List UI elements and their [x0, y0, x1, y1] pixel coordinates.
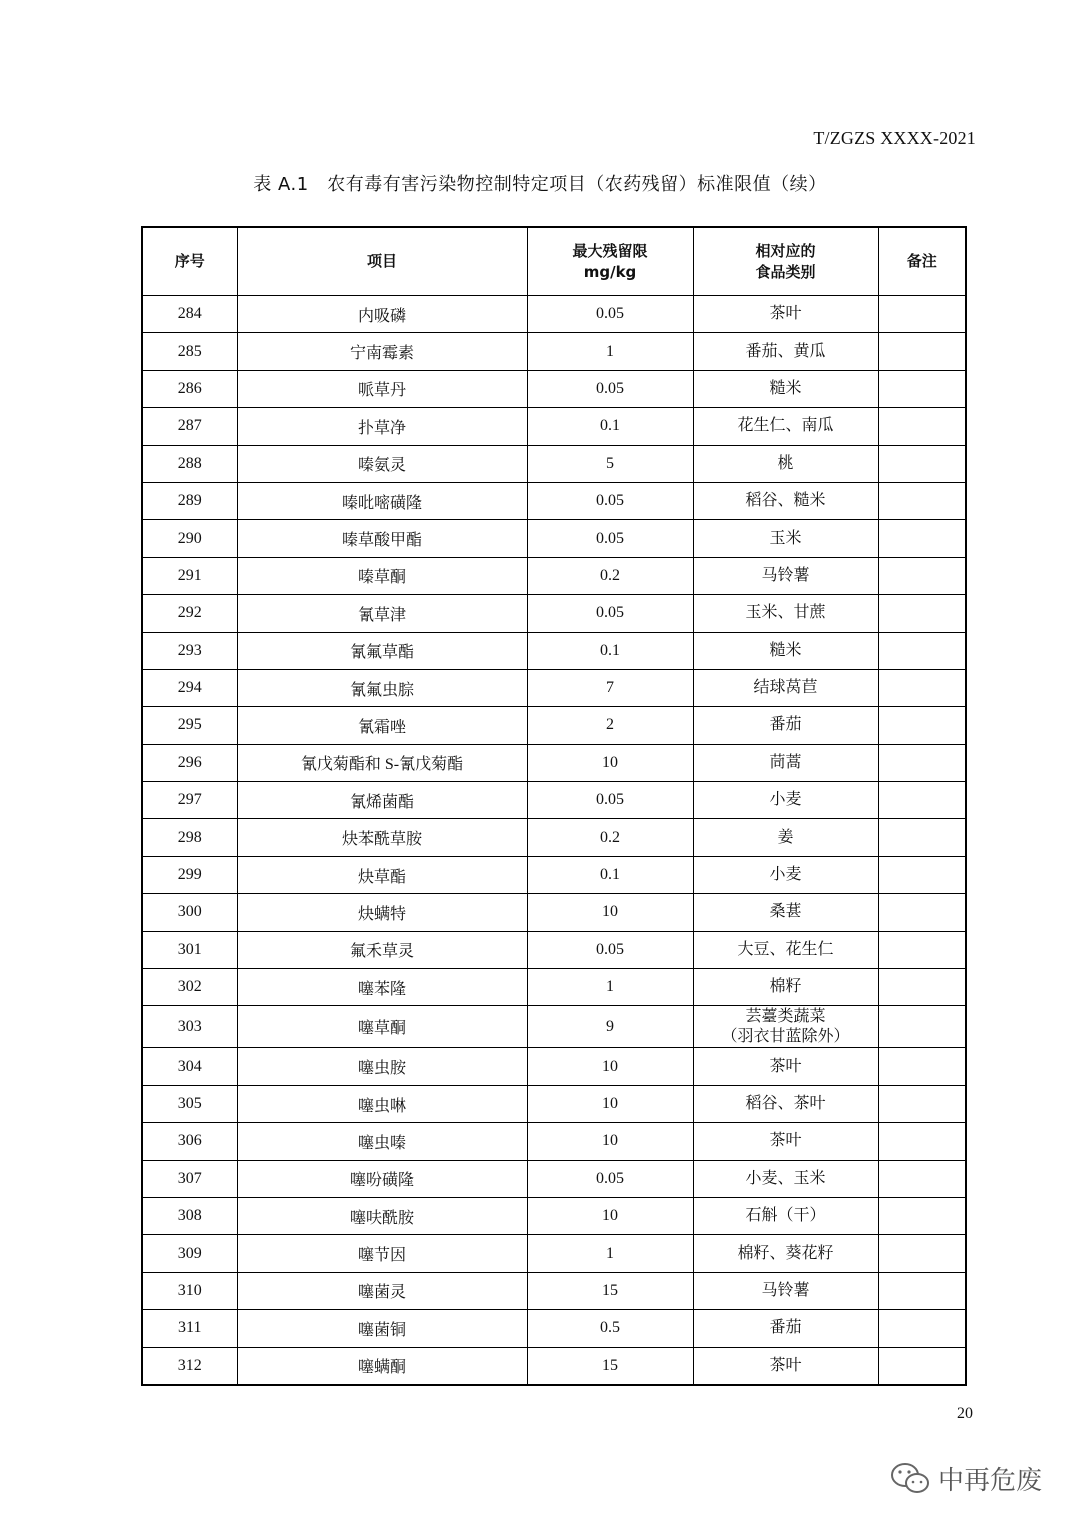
cell-food-line: 番茄、黄瓜: [745, 342, 826, 360]
header-limit-line-2: mg/kg: [583, 262, 637, 281]
watermark: [890, 1460, 1042, 1497]
cell-no: 284: [142, 296, 237, 333]
cell-item: 噻虫嗪: [237, 1123, 527, 1160]
cell-food: [693, 744, 878, 781]
cell-no: 286: [142, 370, 237, 407]
table-row: [142, 856, 966, 893]
cell-limit: 1: [527, 333, 693, 370]
cell-note: [878, 1123, 966, 1160]
cell-limit: 10: [527, 1048, 693, 1085]
cell-limit: 5: [527, 445, 693, 482]
cell-item: 噻螨酮: [237, 1347, 527, 1385]
wechat-icon: [890, 1461, 930, 1497]
cell-food: [693, 782, 878, 819]
cell-item: 氟禾草灵: [237, 931, 527, 968]
cell-food-line: 花生仁、南瓜: [737, 417, 834, 435]
cell-no: 288: [142, 445, 237, 482]
table-row: [142, 1347, 966, 1385]
cell-food: [693, 707, 878, 744]
cell-food: [693, 296, 878, 333]
cell-food-line: 稻谷、茶叶: [745, 1095, 826, 1112]
cell-item: 噻虫啉: [237, 1085, 527, 1122]
document-code: T/ZGZS XXXX-2021: [813, 128, 976, 148]
cell-item: 扑草净: [237, 408, 527, 445]
table-row: [142, 595, 966, 632]
cell-note: [878, 1048, 966, 1085]
cell-limit: 0.05: [527, 482, 693, 519]
cell-food: [693, 1272, 878, 1309]
cell-limit: 0.05: [527, 931, 693, 968]
cell-food-line: 桑葚: [769, 903, 802, 921]
cell-no: 290: [142, 520, 237, 557]
cell-food: [693, 1310, 878, 1347]
cell-no: 312: [142, 1347, 237, 1385]
cell-food: [693, 1123, 878, 1160]
cell-limit: 9: [527, 1006, 693, 1048]
cell-limit: 0.1: [527, 632, 693, 669]
table-row: [142, 1197, 966, 1234]
table-row: [142, 333, 966, 370]
cell-note: [878, 296, 966, 333]
table-row: [142, 296, 966, 333]
cell-note: [878, 819, 966, 856]
cell-food: [693, 856, 878, 893]
cell-food: [693, 595, 878, 632]
cell-no: 305: [142, 1085, 237, 1122]
cell-item: 炔草酯: [237, 856, 527, 893]
cell-food: [693, 1006, 878, 1048]
table-row: [142, 1235, 966, 1272]
residue-limit-table-container: [141, 226, 965, 1386]
cell-item: 噻苯隆: [237, 969, 527, 1006]
cell-limit: 10: [527, 894, 693, 931]
cell-food-line: 棉籽: [769, 978, 802, 996]
cell-no: 299: [142, 856, 237, 893]
cell-item: 噻草酮: [237, 1006, 527, 1048]
cell-limit: 15: [527, 1272, 693, 1309]
cell-no: 302: [142, 969, 237, 1006]
cell-food-line: 茼蒿: [769, 753, 802, 771]
cell-item: 宁南霉素: [237, 333, 527, 370]
cell-food-line: 大豆、花生仁: [737, 940, 834, 958]
cell-no: 293: [142, 632, 237, 669]
cell-food-line: 番茄: [769, 1319, 802, 1337]
cell-food-line: 玉米、甘蔗: [745, 604, 826, 622]
cell-no: 308: [142, 1197, 237, 1234]
table-row: [142, 1123, 966, 1160]
cell-limit: 0.2: [527, 819, 693, 856]
cell-no: 310: [142, 1272, 237, 1309]
table-row: [142, 632, 966, 669]
cell-food: [693, 333, 878, 370]
cell-food: [693, 1235, 878, 1272]
cell-food: [693, 632, 878, 669]
cell-food-line: 玉米: [769, 529, 802, 547]
cell-food-line: 糙米: [769, 641, 802, 659]
page-number: 20: [957, 1405, 973, 1422]
cell-no: 309: [142, 1235, 237, 1272]
cell-food-line: 姜: [777, 828, 794, 846]
cell-item: 噻节因: [237, 1235, 527, 1272]
cell-item: 氰霜唑: [237, 707, 527, 744]
cell-note: [878, 931, 966, 968]
cell-limit: 0.2: [527, 557, 693, 594]
cell-food: [693, 408, 878, 445]
cell-limit: 0.1: [527, 408, 693, 445]
cell-food-line: 茶叶: [769, 1132, 802, 1150]
cell-limit: 10: [527, 744, 693, 781]
header-food-line-1: 相对应的: [755, 241, 816, 260]
cell-note: [878, 1235, 966, 1272]
cell-limit: 0.05: [527, 370, 693, 407]
cell-note: [878, 1310, 966, 1347]
cell-item: 噻菌灵: [237, 1272, 527, 1309]
cell-food-line: 茶叶: [769, 305, 802, 323]
cell-note: [878, 969, 966, 1006]
cell-note: [878, 894, 966, 931]
table-row: [142, 408, 966, 445]
residue-limit-table: [141, 226, 967, 1386]
cell-note: [878, 782, 966, 819]
cell-item: 氰草津: [237, 595, 527, 632]
table-row: [142, 1006, 966, 1048]
cell-note: [878, 520, 966, 557]
cell-item: 内吸磷: [237, 296, 527, 333]
cell-item: 氰氟草酯: [237, 632, 527, 669]
cell-limit: 7: [527, 669, 693, 706]
cell-food: [693, 1197, 878, 1234]
cell-limit: 0.5: [527, 1310, 693, 1347]
table-row: [142, 819, 966, 856]
cell-food: [693, 969, 878, 1006]
cell-limit: 15: [527, 1347, 693, 1385]
cell-food-line: 结球莴苣: [753, 679, 818, 697]
table-row: [142, 482, 966, 519]
cell-limit: 10: [527, 1123, 693, 1160]
table-header-row: [142, 227, 966, 296]
cell-item: 噻呋酰胺: [237, 1197, 527, 1234]
cell-food: [693, 669, 878, 706]
cell-no: 291: [142, 557, 237, 594]
cell-note: [878, 445, 966, 482]
cell-food: [693, 520, 878, 557]
cell-item: 噻菌铜: [237, 1310, 527, 1347]
cell-item: 氰氟虫腙: [237, 669, 527, 706]
cell-item: 嗪吡嘧磺隆: [237, 482, 527, 519]
cell-food-line: 马铃薯: [761, 566, 810, 584]
cell-food-line: 芸薹类蔬菜: [745, 1007, 826, 1025]
cell-food-line: 糙米: [769, 379, 802, 397]
cell-note: [878, 557, 966, 594]
cell-note: [878, 482, 966, 519]
cell-no: 311: [142, 1310, 237, 1347]
cell-limit: 1: [527, 969, 693, 1006]
cell-food: [693, 445, 878, 482]
table-row: [142, 370, 966, 407]
cell-food: [693, 1048, 878, 1085]
cell-note: [878, 333, 966, 370]
cell-food: [693, 1085, 878, 1122]
table-body: [142, 296, 966, 1385]
header-limit-line-1: 最大残留限: [572, 241, 648, 260]
table-row: [142, 557, 966, 594]
cell-limit: 1: [527, 1235, 693, 1272]
cell-note: [878, 370, 966, 407]
table-row: [142, 669, 966, 706]
cell-no: 289: [142, 482, 237, 519]
header-food-line-2: 食品类别: [755, 262, 816, 281]
cell-note: [878, 1347, 966, 1385]
header-item: 项目: [237, 227, 527, 296]
table-row: [142, 1310, 966, 1347]
cell-food: [693, 931, 878, 968]
cell-no: 301: [142, 931, 237, 968]
cell-food: [693, 894, 878, 931]
cell-food: [693, 557, 878, 594]
cell-note: [878, 707, 966, 744]
cell-limit: 0.05: [527, 296, 693, 333]
cell-no: 297: [142, 782, 237, 819]
cell-no: 298: [142, 819, 237, 856]
cell-food: [693, 370, 878, 407]
cell-limit: 0.05: [527, 782, 693, 819]
cell-note: [878, 595, 966, 632]
cell-item: 氰戊菊酯和 S-氰戊菊酯: [237, 744, 527, 781]
cell-limit: 0.1: [527, 856, 693, 893]
cell-no: 306: [142, 1123, 237, 1160]
cell-food-line: 马铃薯: [761, 1281, 810, 1299]
cell-food-line: 茶叶: [769, 1057, 802, 1075]
cell-no: 292: [142, 595, 237, 632]
watermark-text: 中再危废: [938, 1466, 1043, 1496]
cell-food-line: 小麦、玉米: [745, 1169, 826, 1187]
cell-food-line: 桃: [777, 454, 794, 472]
cell-no: 304: [142, 1048, 237, 1085]
cell-item: 噻吩磺隆: [237, 1160, 527, 1197]
cell-limit: 10: [527, 1197, 693, 1234]
cell-food-line: （羽衣甘蓝除外）: [721, 1027, 850, 1045]
cell-no: 296: [142, 744, 237, 781]
cell-note: [878, 1197, 966, 1234]
cell-note: [878, 669, 966, 706]
cell-note: [878, 744, 966, 781]
cell-note: [878, 1160, 966, 1197]
cell-food-line: 茶叶: [769, 1356, 802, 1374]
table-row: [142, 931, 966, 968]
cell-no: 294: [142, 669, 237, 706]
header-limit: [527, 227, 693, 296]
table-row: [142, 744, 966, 781]
cell-limit: 0.05: [527, 520, 693, 557]
cell-note: [878, 1006, 966, 1048]
cell-item: 嗪草酮: [237, 557, 527, 594]
header-no: 序号: [142, 227, 237, 296]
cell-note: [878, 632, 966, 669]
cell-food: [693, 482, 878, 519]
table-row: [142, 1048, 966, 1085]
table-row: [142, 1160, 966, 1197]
cell-note: [878, 408, 966, 445]
cell-food-line: 小麦: [769, 866, 802, 884]
cell-item: 炔螨特: [237, 894, 527, 931]
cell-food: [693, 819, 878, 856]
cell-no: 307: [142, 1160, 237, 1197]
table-row: [142, 969, 966, 1006]
cell-item: 嗪氨灵: [237, 445, 527, 482]
table-row: [142, 520, 966, 557]
cell-limit: 0.05: [527, 595, 693, 632]
cell-no: 285: [142, 333, 237, 370]
cell-food-line: 稻谷、糙米: [745, 492, 826, 510]
table-row: [142, 445, 966, 482]
cell-item: 哌草丹: [237, 370, 527, 407]
cell-no: 287: [142, 408, 237, 445]
cell-no: 303: [142, 1006, 237, 1048]
cell-limit: 0.05: [527, 1160, 693, 1197]
table-title: 表 A.1 农有毒有害污染物控制特定项目（农药残留）标准限值（续）: [253, 174, 827, 195]
cell-food-line: 棉籽、葵花籽: [737, 1244, 834, 1262]
cell-item: 氰烯菌酯: [237, 782, 527, 819]
cell-food-line: 番茄: [769, 716, 802, 734]
cell-item: 炔苯酰草胺: [237, 819, 527, 856]
table-row: [142, 1272, 966, 1309]
cell-note: [878, 1272, 966, 1309]
table-row: [142, 1085, 966, 1122]
cell-food-line: 小麦: [769, 791, 802, 809]
cell-limit: 2: [527, 707, 693, 744]
table-row: [142, 782, 966, 819]
table-row: [142, 707, 966, 744]
cell-item: 噻虫胺: [237, 1048, 527, 1085]
cell-food: [693, 1160, 878, 1197]
cell-limit: 10: [527, 1085, 693, 1122]
table-row: [142, 894, 966, 931]
cell-no: 300: [142, 894, 237, 931]
cell-food: [693, 1347, 878, 1385]
cell-note: [878, 1085, 966, 1122]
cell-item: 嗪草酸甲酯: [237, 520, 527, 557]
header-note: 备注: [878, 227, 966, 296]
cell-note: [878, 856, 966, 893]
header-food: [693, 227, 878, 296]
cell-no: 295: [142, 707, 237, 744]
cell-food-line: 石斛（干）: [745, 1207, 826, 1225]
